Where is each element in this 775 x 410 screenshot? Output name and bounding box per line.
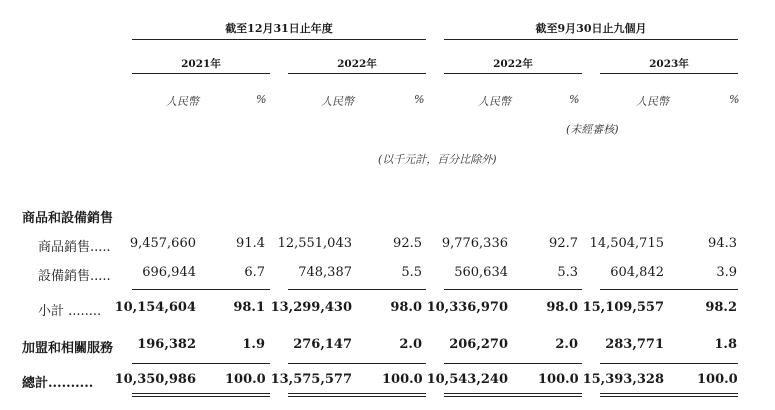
cell-pct: 5.3	[557, 265, 578, 280]
year-header: 2023年	[649, 58, 689, 70]
cell-pct: 92.5	[393, 236, 422, 251]
subtotal-rule	[444, 289, 582, 290]
year-header: 2021年	[181, 58, 221, 70]
cell-rmb: 9,457,660	[129, 236, 196, 251]
double-rule	[132, 393, 270, 394]
row-label-subtotal: 小計 ........	[38, 304, 102, 319]
unit-pct: %	[569, 93, 580, 106]
cell-pct: 2.0	[399, 337, 422, 352]
double-rule	[444, 393, 582, 394]
row-label-franchise: 加盟和相關服務	[22, 341, 114, 356]
total-rule	[600, 363, 738, 364]
subtotal-rule	[132, 289, 270, 290]
cell-pct: 94.3	[708, 236, 737, 251]
cell-pct: 1.9	[242, 337, 265, 352]
row-label-equipment: 設備銷售.....	[38, 269, 111, 284]
cell-pct: 92.7	[549, 236, 578, 251]
cell-rmb: 10,543,240	[426, 372, 508, 387]
unit-rmb: 人民幣	[478, 95, 511, 108]
header-nine-months: 截至9月30日止九個月	[535, 22, 647, 35]
cell-rmb: 206,270	[449, 337, 508, 352]
cell-rmb: 10,154,604	[114, 300, 196, 315]
cell-rmb: 10,336,970	[426, 300, 508, 315]
section-label: 商品和設備銷售	[22, 211, 114, 226]
cell-rmb: 283,771	[605, 337, 664, 352]
double-rule	[444, 396, 582, 397]
row-label-goods: 商品銷售.....	[38, 240, 111, 255]
unit-pct: %	[414, 93, 425, 106]
unit-pct: %	[729, 93, 740, 106]
cell-rmb: 12,551,043	[277, 236, 352, 251]
year-rule	[288, 73, 426, 74]
cell-pct: 98.2	[705, 300, 737, 315]
year-rule	[132, 73, 270, 74]
cell-rmb: 276,147	[293, 337, 352, 352]
header-rule	[132, 39, 426, 40]
year-rule	[600, 73, 738, 74]
cell-rmb: 9,776,336	[441, 236, 508, 251]
unit-pct: %	[256, 93, 267, 106]
year-header: 2022年	[337, 58, 377, 70]
double-rule	[132, 396, 270, 397]
cell-rmb: 560,634	[454, 265, 508, 280]
header-year-end: 截至12月31日止年度	[225, 22, 333, 35]
cell-rmb: 13,299,430	[270, 300, 352, 315]
cell-rmb: 604,842	[610, 265, 664, 280]
row-label-total: 總計..........	[22, 376, 94, 391]
cell-rmb: 10,350,986	[114, 372, 196, 387]
subtotal-rule	[288, 289, 426, 290]
double-rule	[288, 393, 426, 394]
double-rule	[600, 393, 738, 394]
total-rule	[132, 363, 270, 364]
cell-pct: 98.0	[390, 300, 422, 315]
year-rule	[444, 73, 582, 74]
total-rule	[444, 363, 582, 364]
cell-pct: 91.4	[236, 236, 265, 251]
subtotal-rule	[600, 289, 738, 290]
cell-rmb: 14,504,715	[589, 236, 664, 251]
double-rule	[600, 396, 738, 397]
header-rule	[444, 39, 738, 40]
cell-pct: 100.0	[538, 372, 579, 387]
cell-pct: 100.0	[697, 372, 738, 387]
cell-rmb: 15,393,328	[582, 372, 664, 387]
cell-pct: 5.5	[401, 265, 422, 280]
cell-pct: 100.0	[382, 372, 423, 387]
cell-pct: 6.7	[244, 265, 265, 280]
unit-rmb: 人民幣	[636, 95, 669, 108]
cell-pct: 1.8	[714, 337, 737, 352]
unit-rmb: 人民幣	[166, 95, 199, 108]
unit-rmb: 人民幣	[321, 95, 354, 108]
cell-pct: 3.9	[716, 265, 737, 280]
cell-rmb: 196,382	[137, 337, 196, 352]
cell-rmb: 13,575,577	[270, 372, 352, 387]
unaudited-note: (未經審核)	[566, 123, 619, 136]
double-rule	[288, 396, 426, 397]
cell-pct: 98.0	[546, 300, 578, 315]
total-rule	[288, 363, 426, 364]
cell-pct: 2.0	[555, 337, 578, 352]
cell-rmb: 748,387	[298, 265, 352, 280]
cell-pct: 98.1	[233, 300, 265, 315]
units-note: (以千元計，百分比除外)	[378, 153, 497, 166]
cell-rmb: 696,944	[142, 265, 196, 280]
cell-pct: 100.0	[225, 372, 266, 387]
cell-rmb: 15,109,557	[582, 300, 664, 315]
year-header: 2022年	[493, 58, 533, 70]
